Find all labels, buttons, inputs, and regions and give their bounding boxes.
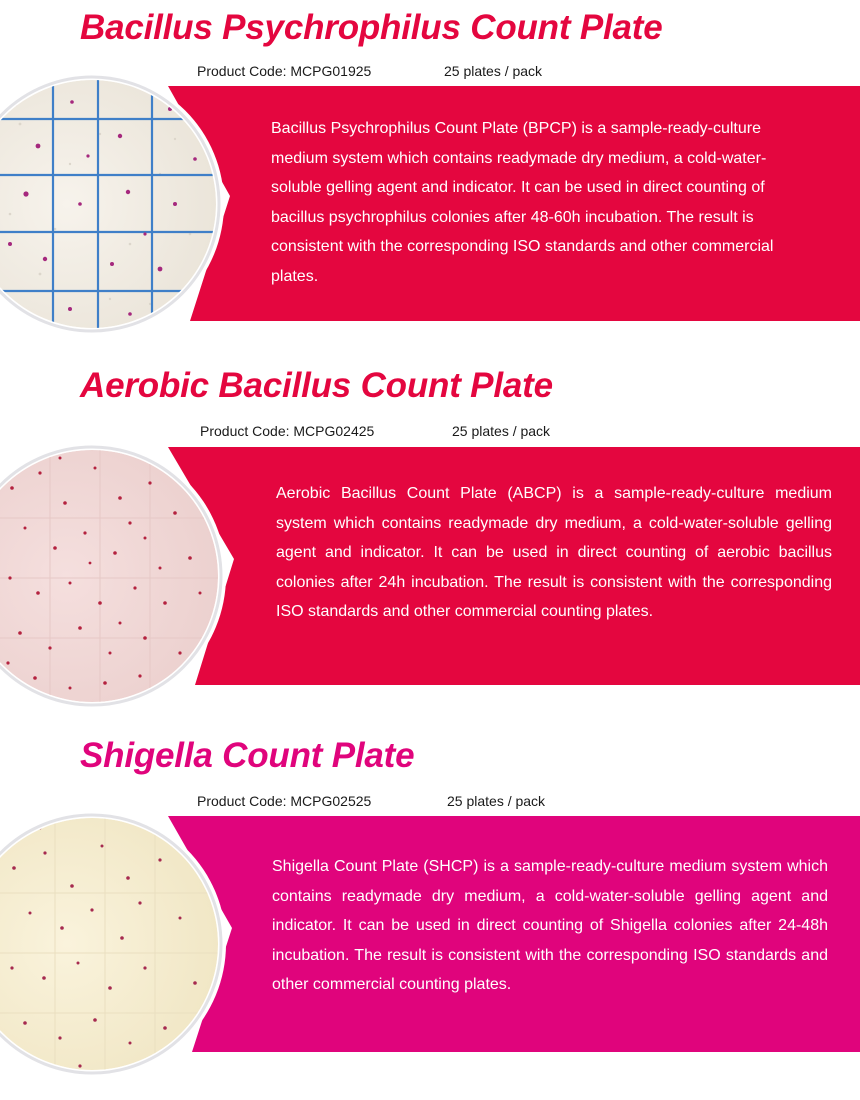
product-section-shcp [0, 736, 860, 1086]
pack-size: 25 plates / pack [444, 63, 543, 79]
product-description: Aerobic Bacillus Count Plate (ABCP) is a sample-ready-culture medium system which contains readymade dry medium, a cold-water-soluble gelling agent and indicator. It can be used in direct counting of aerobic bacillus colonies after 24h incubation. The result is consistent with the corresponding ISO standards and other commercial counting plates. [276, 485, 832, 620]
abcp-culture-plate-photo [0, 428, 240, 718]
product-code: Product Code: MCPG01925 [197, 63, 372, 79]
pack-size: 25 plates / pack [452, 423, 551, 439]
product-code: Product Code: MCPG02425 [200, 423, 375, 439]
product-code: Product Code: MCPG02525 [197, 793, 372, 809]
product-section-bpcp [0, 0, 860, 350]
product-title: Bacillus Psychrophilus Count Plate [80, 8, 663, 47]
product-description: Shigella Count Plate (SHCP) is a sample-ready-culture medium system which contains readymade dry medium, a cold-water-soluble gelling agent and indicator. It can be used in direct counting of Shigella colonies after 24-48h incubation. The result is consistent with the corresponding ISO standards and other commercial counting plates. [272, 858, 828, 993]
product-section-abcp [0, 366, 860, 716]
product-description: Bacillus Psychrophilus Count Plate (BPCP) is a sample-ready-culture medium system which contains readymade dry medium, a cold-water-soluble gelling agent and indicator. It can be used in direct counting of bacillus psychrophilus colonies after 48-60h incubation. The result is consistent with the corresponding ISO standards and other commercial plates. [271, 120, 774, 285]
pack-size: 25 plates / pack [447, 793, 546, 809]
product-title: Shigella Count Plate [80, 736, 415, 775]
product-title: Aerobic Bacillus Count Plate [80, 366, 553, 405]
bpcp-culture-plate-photo [0, 64, 240, 344]
shcp-culture-plate-photo [0, 798, 240, 1088]
